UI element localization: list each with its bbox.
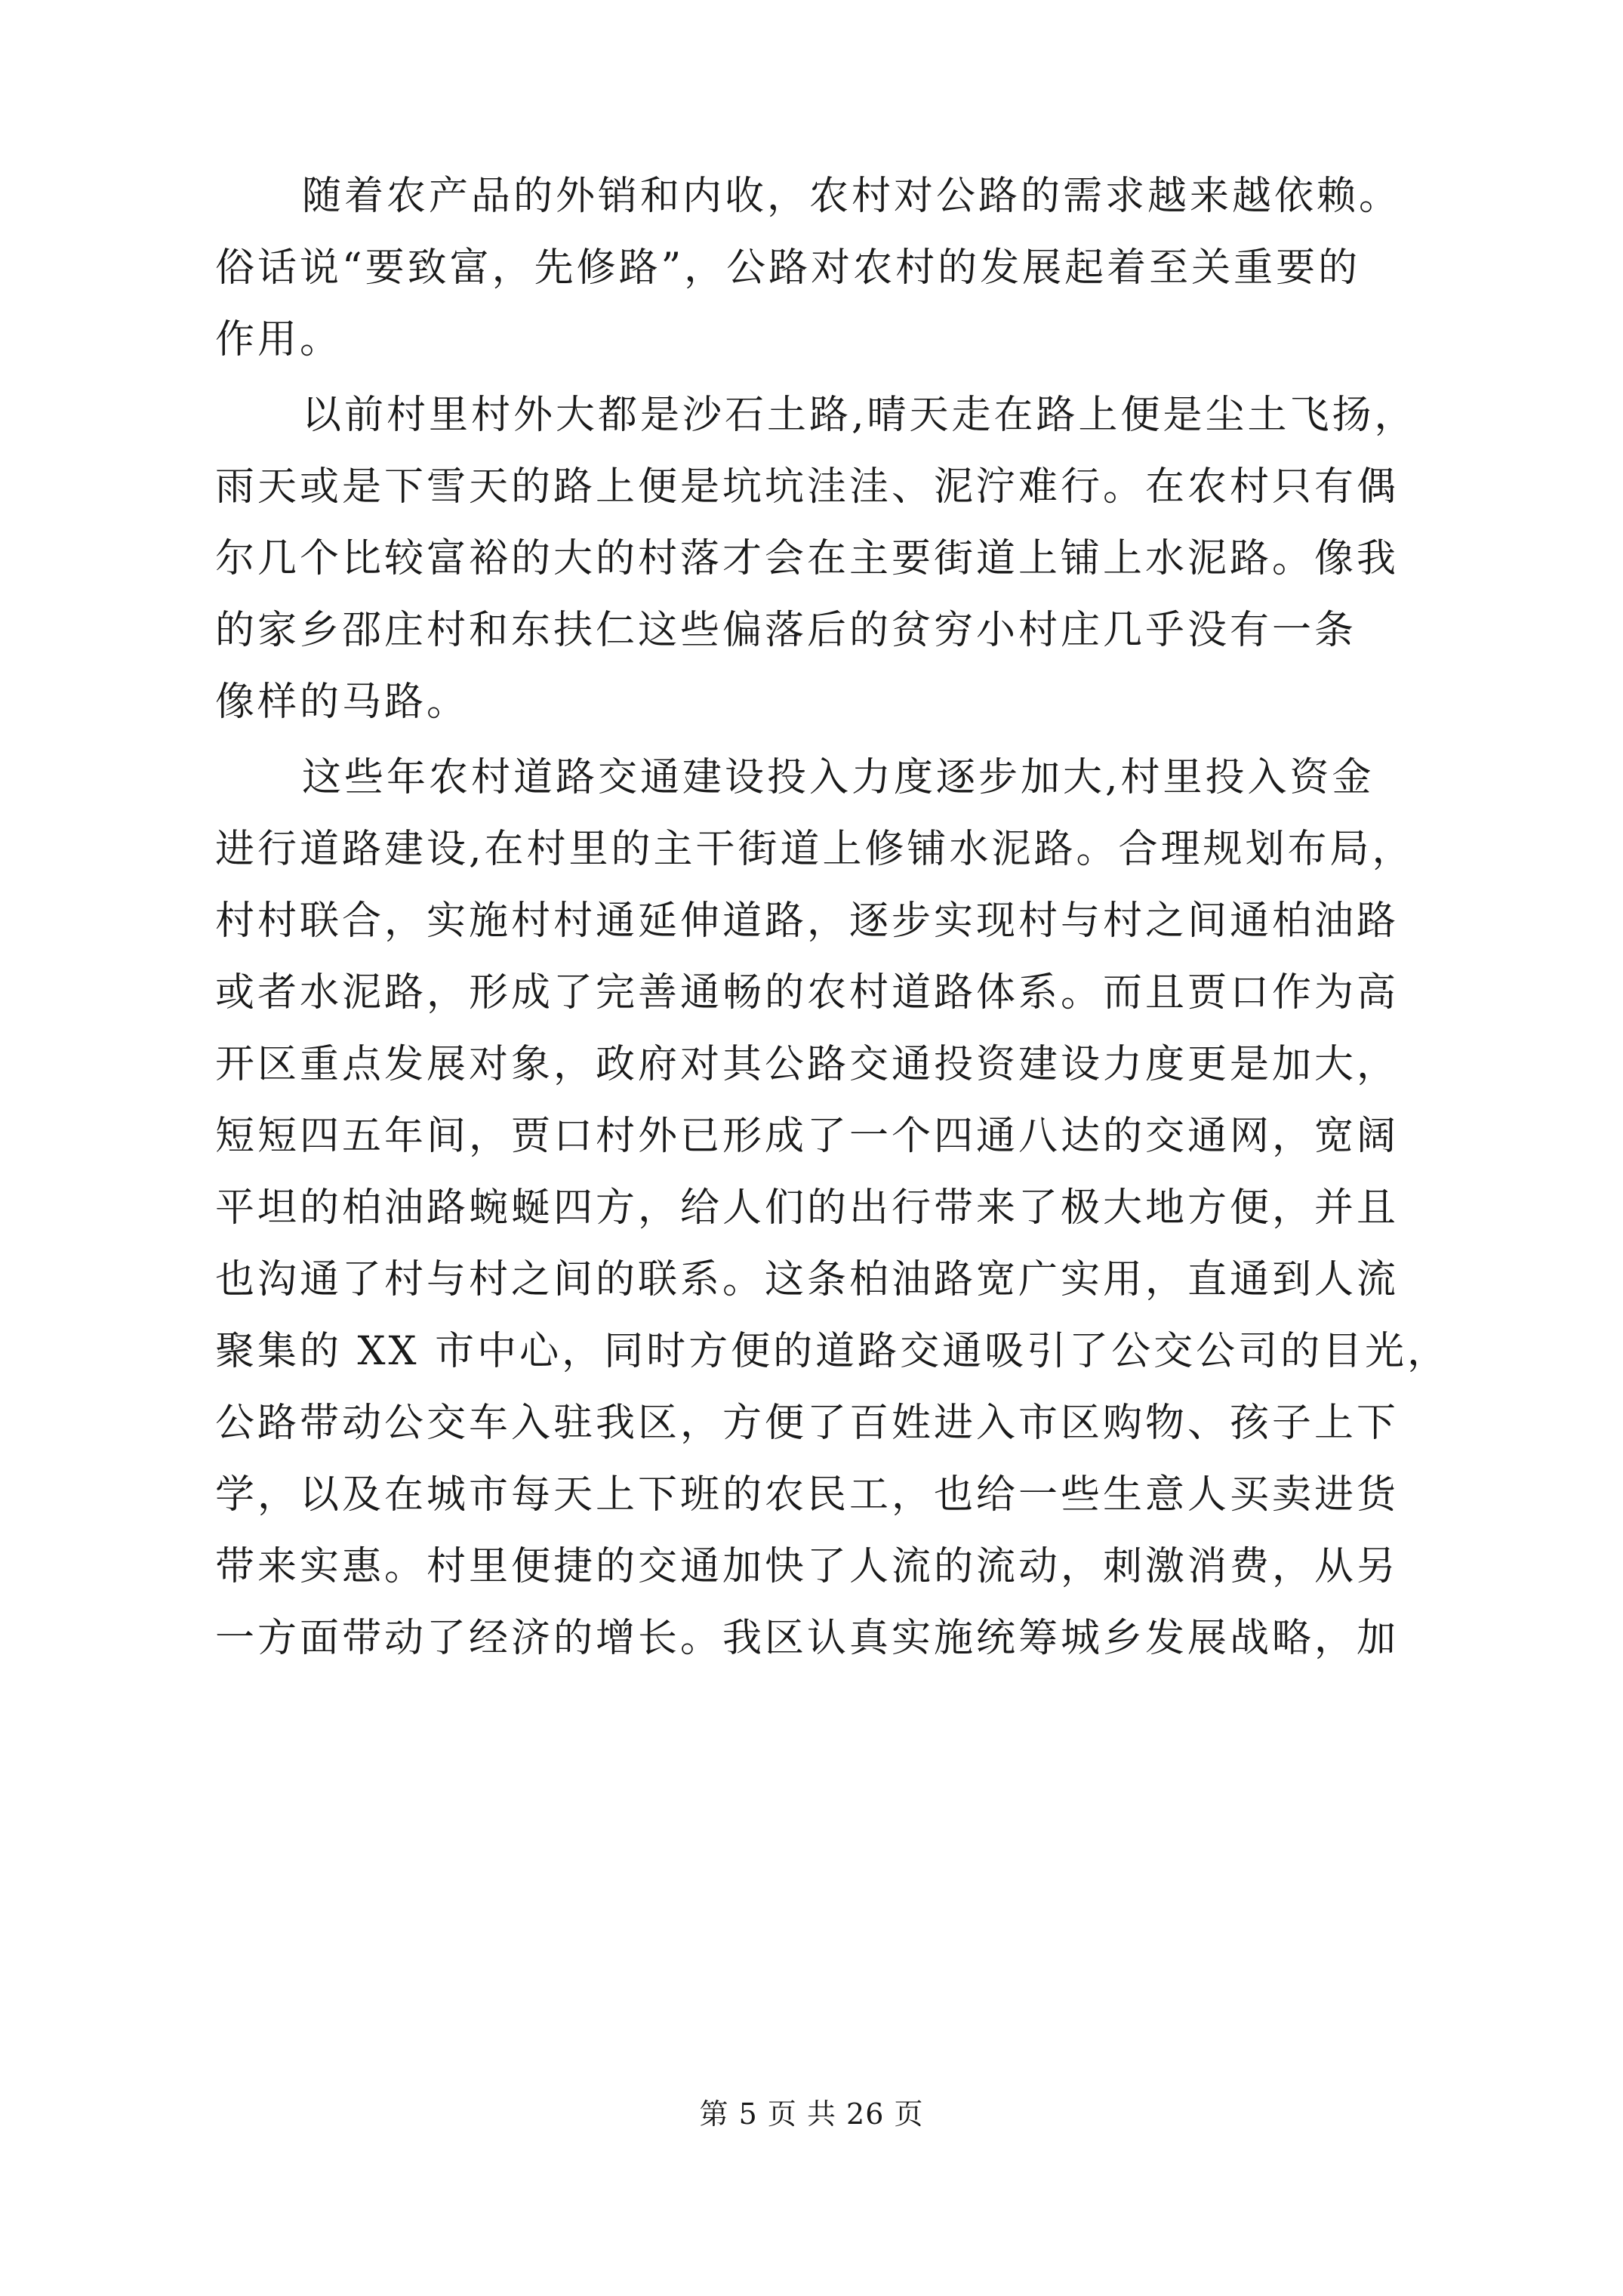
paragraph-3-line-7: 平坦的柏油路蜿蜒四方，给人们的出行带来了极大地方便，并且 bbox=[215, 1185, 1400, 1231]
paragraph-3-line-4: 或者水泥路，形成了完善通畅的农村道路体系。而且贾口作为高 bbox=[215, 970, 1400, 1015]
paragraph-2-line-5: 像样的马路。 bbox=[215, 680, 470, 725]
paragraph-3-line-8: 也沟通了村与村之间的联系。这条柏油路宽广实用，直通到人流 bbox=[215, 1257, 1400, 1302]
paragraph-3-line-5: 开区重点发展对象，政府对其公路交通投资建设力度更是加大， bbox=[215, 1042, 1400, 1087]
paragraph-2-line-4: 的家乡邵庄村和东扶仁这些偏落后的贫穷小村庄几乎没有一条 bbox=[215, 608, 1357, 653]
paragraph-3-line-6: 短短四五年间，贾口村外已形成了一个四通八达的交通网，宽阔 bbox=[215, 1114, 1400, 1159]
paragraph-3-line-3: 村村联合，实施村村通延伸道路，逐步实现村与村之间通柏油路 bbox=[215, 898, 1400, 944]
paragraph-3-line-1: 这些年农村道路交通建设投入力度逐步加大,村里投入资金 bbox=[302, 755, 1375, 800]
paragraph-2-line-1: 以前村里村外大都是沙石土路,晴天走在路上便是尘土飞扬， bbox=[302, 393, 1417, 438]
paragraph-3-line-12: 带来实惠。村里便捷的交通加快了人流的流动，刺激消费，从另 bbox=[215, 1544, 1400, 1589]
paragraph-3-line-13: 一方面带动了经济的增长。我区认真实施统筹城乡发展战略，加 bbox=[215, 1616, 1400, 1661]
paragraph-1-line-2: 俗话说“要致富，先修路”，公路对农村的发展起着至关重要的 bbox=[215, 245, 1361, 291]
paragraph-1-line-3: 作用。 bbox=[215, 317, 343, 362]
paragraph-2-line-3: 尔几个比较富裕的大的村落才会在主要街道上铺上水泥路。像我 bbox=[215, 536, 1400, 581]
paragraph-3-line-2: 进行道路建设,在村里的主干街道上修铺水泥路。合理规划布局， bbox=[215, 827, 1415, 872]
paragraph-3-line-9: 聚集的 XX 市中心，同时方便的道路交通吸引了公交公司的目光， bbox=[215, 1329, 1450, 1374]
paragraph-1-line-1: 随着农产品的外销和内收，农村对公路的需求越来越依赖。 bbox=[302, 174, 1402, 219]
paragraph-2-line-2: 雨天或是下雪天的路上便是坑坑洼洼、泥泞难行。在农村只有偶 bbox=[215, 464, 1400, 510]
paragraph-3-line-10: 公路带动公交车入驻我区，方便了百姓进入市区购物、孩子上下 bbox=[215, 1401, 1400, 1446]
paragraph-3-line-11: 学，以及在城市每天上下班的农民工，也给一些生意人买卖进货 bbox=[215, 1472, 1400, 1518]
page-footer: 第 5 页 共 26 页 bbox=[699, 2097, 924, 2131]
